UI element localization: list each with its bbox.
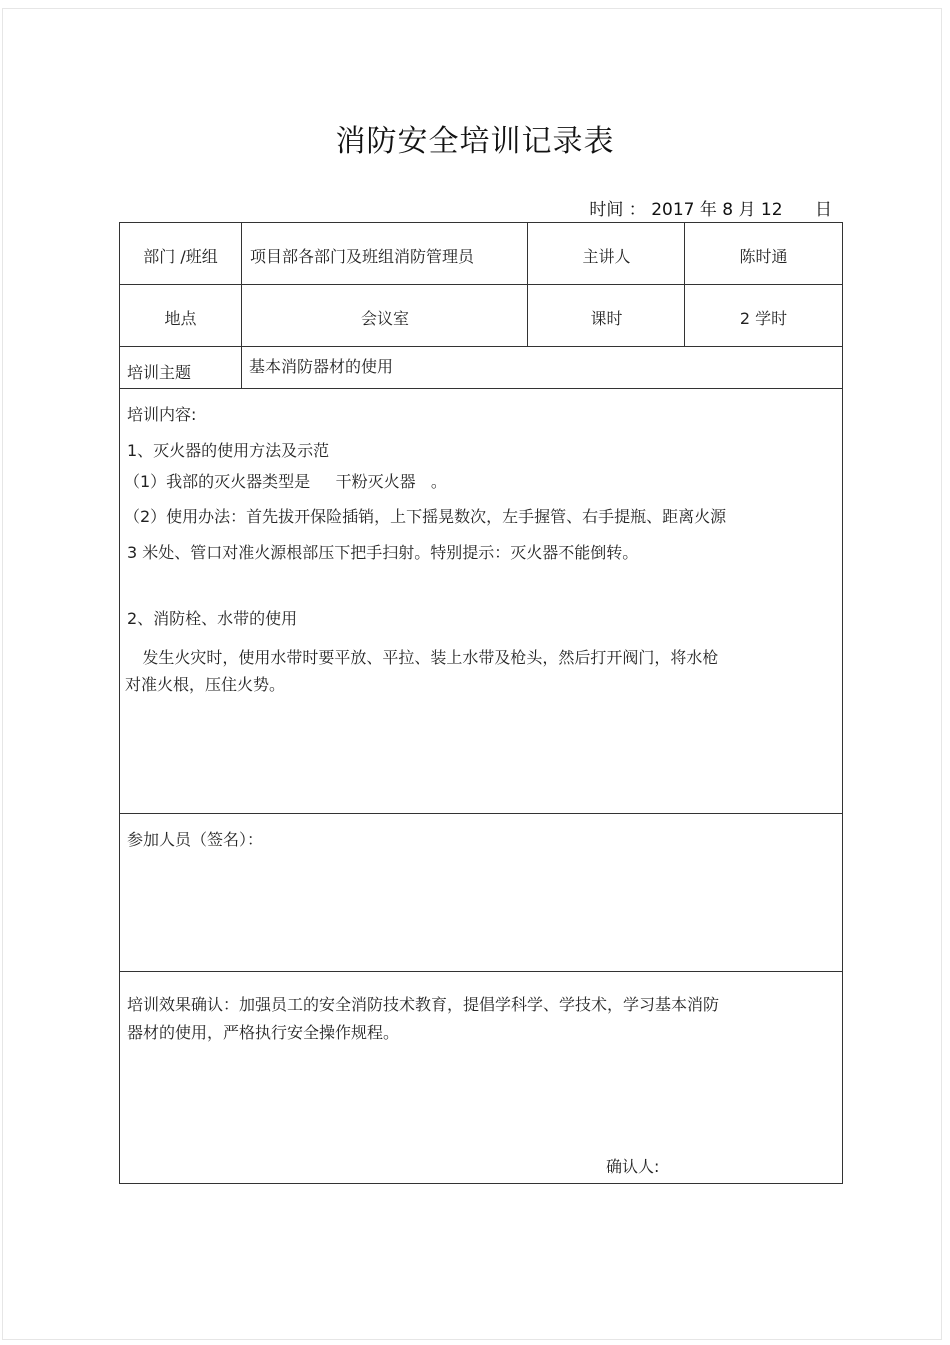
date-year: 2017 xyxy=(651,200,695,220)
effect-line: 培训效果确认：加强员工的安全消防技术教育，提倡学科学、学技术，学习基本消防 xyxy=(127,995,720,1014)
hours-label: 课时 xyxy=(590,309,623,328)
row-divider xyxy=(119,971,843,972)
col-divider xyxy=(527,222,528,346)
date-month: 8 xyxy=(722,200,734,220)
topic-value: 基本消防器材的使用 xyxy=(249,357,394,376)
col-divider xyxy=(241,222,242,388)
effect-line: 器材的使用，严格执行安全操作规程。 xyxy=(127,1023,400,1042)
dept-value: 项目部各部门及班组消防管理员 xyxy=(250,247,475,266)
confirmer-label: 确认人: xyxy=(606,1157,660,1176)
date-day-unit: 日 xyxy=(782,200,832,220)
date-year-unit: 年 xyxy=(694,200,723,220)
content-line: 对准火根，压住火势。 xyxy=(125,675,286,694)
date-line xyxy=(589,195,832,220)
content-label: 培训内容: xyxy=(127,405,197,424)
speaker-value: 陈时通 xyxy=(739,247,788,266)
row-divider xyxy=(119,813,843,814)
topic-label: 培训主题 xyxy=(127,363,192,382)
content-line: 3 米处、管口对准火源根部压下把手扫射。特别提示：灭火器不能倒转。 xyxy=(127,543,639,562)
row-divider xyxy=(119,388,843,389)
date-day: 12 xyxy=(760,200,783,220)
attendees-label: 参加人员（签名）： xyxy=(127,830,264,849)
row-divider xyxy=(119,284,843,285)
content-line: 1、灭火器的使用方法及示范 xyxy=(127,441,330,460)
hours-value: 2 学时 xyxy=(739,309,788,328)
content-line: 发生火灾时，使用水带时要平放、平拉、装上水带及枪头，然后打开阀门，将水枪 xyxy=(122,648,719,667)
col-divider xyxy=(684,222,685,346)
content-line: 2、消防栓、水带的使用 xyxy=(127,609,298,628)
dept-label: 部门 /班组 xyxy=(143,247,218,266)
speaker-label: 主讲人 xyxy=(582,247,631,266)
content-line: （2）使用办法：首先拔开保险插销，上下摇晃数次，左手握管、右手提瓶、距离火源 xyxy=(124,507,727,526)
row-divider xyxy=(119,346,843,347)
date-label: 时间 ： xyxy=(589,200,652,220)
date-month-unit: 月 xyxy=(733,200,761,220)
place-value: 会议室 xyxy=(360,309,409,328)
place-label: 地点 xyxy=(164,309,197,328)
page-title: 消防安全培训记录表 xyxy=(335,124,615,159)
content-line: （1）我部的灭火器类型是 干粉灭火器 。 xyxy=(124,472,447,491)
